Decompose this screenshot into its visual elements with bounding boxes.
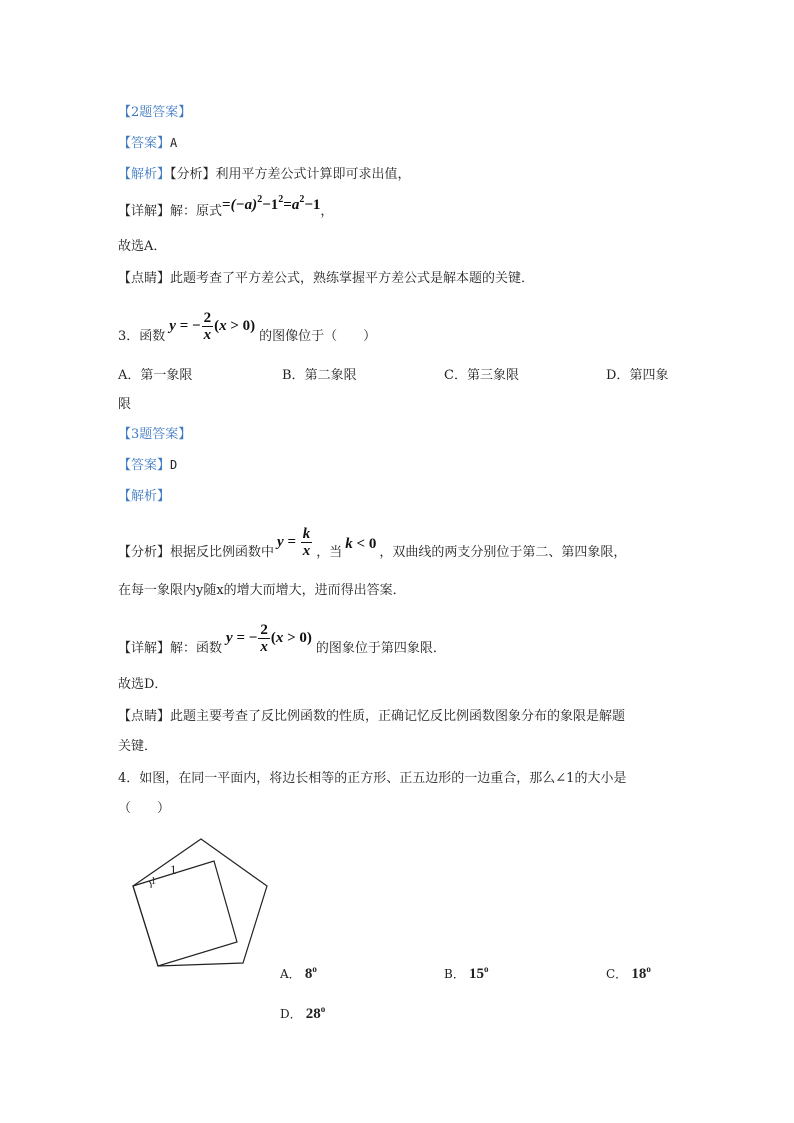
- q4-option-d[interactable]: [280, 1004, 325, 1023]
- comment-tag: 【点睛】: [118, 271, 171, 286]
- question-number: 3．: [118, 329, 140, 344]
- angle-label-small: 1: [151, 876, 156, 887]
- square-pentagon-figure: [125, 834, 285, 974]
- option-value: 8$^o$: [304, 964, 317, 982]
- option-value: 18$^o$: [631, 964, 651, 982]
- angle-label: 1: [170, 862, 177, 877]
- comment-tag: 【点睛】: [118, 709, 171, 724]
- q3-option-c[interactable]: [444, 364, 519, 383]
- q4-option-b[interactable]: [444, 964, 488, 983]
- analysis-text: ，双曲线的两支分别位于第二、第四象限，: [379, 545, 627, 560]
- option-text: 第一象限: [140, 368, 193, 383]
- detail-prefix: 解：函数: [170, 641, 223, 656]
- q3-inverse-formula: y = $\frac{k}{x}$: [277, 526, 311, 560]
- q3-option-d-wrap: 限: [118, 397, 132, 412]
- option-letter: D．: [606, 368, 630, 383]
- detail-prefix: 解：原式: [170, 204, 223, 219]
- option-text: 第三象限: [466, 368, 519, 383]
- answer-tag: 【答案】: [118, 136, 171, 151]
- option-value: 28$^o$: [305, 1004, 326, 1022]
- q3-choose: 故选D．: [118, 677, 168, 692]
- q3-analysis-tag: 【解析】: [118, 489, 171, 504]
- option-value: 15$^o$: [468, 964, 489, 982]
- option-letter: A．: [118, 368, 141, 383]
- option-letter: C．: [606, 967, 628, 981]
- q3-option-b[interactable]: [282, 364, 357, 383]
- question-number: 4．: [118, 771, 140, 786]
- q2-detail-line: [118, 194, 334, 222]
- q2-choose: 故选A．: [118, 239, 167, 254]
- stem-suffix: 的图像位于（ ）: [259, 329, 377, 344]
- analysis-subtag: 【分析】: [118, 545, 171, 560]
- detail-tag: 【详解】: [118, 204, 171, 219]
- comment-text: 此题主要考查了反比例函数的性质，正确记忆反比例函数图象分布的象限是解题: [170, 709, 626, 724]
- q2-answer-header: 【2题答案】: [118, 105, 192, 120]
- option-text: 第二象限: [304, 368, 357, 383]
- analysis-text: ，当: [316, 545, 343, 560]
- q3-answer-line: [118, 456, 177, 475]
- answer-value: A: [170, 136, 178, 150]
- q3-condition-formula: k < 0: [345, 536, 377, 552]
- q3-answer-header: 【3题答案】: [118, 427, 192, 442]
- q3-function-formula: y = − $\frac{2}{x}$ (x > 0): [169, 310, 256, 344]
- q3-detail-line: [118, 622, 446, 669]
- q3-comment-line2: 关键．: [118, 739, 158, 754]
- option-letter: B．: [444, 967, 465, 981]
- q4-stem-line1: [118, 770, 626, 788]
- q3-stem: [118, 310, 377, 357]
- q4-option-a[interactable]: [280, 964, 317, 983]
- option-letter: C．: [444, 368, 467, 383]
- comment-text: 此题考查了平方差公式，熟练掌握平方差公式是解本题的关键．: [170, 271, 535, 286]
- q2-analysis-line: [118, 166, 411, 184]
- q2-answer-line: [118, 134, 177, 153]
- q4-option-c[interactable]: [606, 964, 651, 983]
- detail-suffix: ，: [320, 204, 334, 219]
- q3-option-d[interactable]: [606, 364, 668, 383]
- analysis-subtag: 【分析】: [170, 167, 216, 182]
- q4-stem-line2: （ ）: [118, 801, 171, 816]
- option-text: 第四象: [629, 368, 669, 383]
- pentagon-shape: [133, 839, 267, 966]
- q2-comment-line: [118, 270, 534, 288]
- answer-tag: 【答案】: [118, 458, 171, 473]
- analysis-tag: 【解析】: [118, 167, 171, 182]
- detail-suffix: 的图象位于第四象限．: [315, 641, 446, 656]
- analysis-text: 根据反比例函数中: [170, 545, 275, 560]
- q3-analysis-line1: [118, 526, 627, 573]
- q3-analysis-line2: 在每一象限内y随x的增大而增大，进而得出答案．: [118, 583, 406, 598]
- stem-prefix: 函数: [139, 329, 166, 344]
- analysis-text: 利用平方差公式计算即可求出值，: [215, 167, 411, 182]
- square-shape: [133, 861, 237, 966]
- stem-text: 如图，在同一平面内，将边长相等的正方形、正五边形的一边重合，那么∠1的大小是: [139, 771, 627, 786]
- q3-detail-formula: y = − $\frac{2}{x}$ (x > 0): [226, 622, 312, 656]
- option-letter: B．: [282, 368, 305, 383]
- option-letter: D．: [280, 1007, 302, 1021]
- q3-comment-line1: [118, 708, 625, 726]
- q3-option-a[interactable]: [118, 364, 192, 383]
- q2-formula: $=(-a)^2-1^2=a^2-1$: [222, 194, 321, 213]
- option-letter: A．: [280, 967, 301, 981]
- detail-tag: 【详解】: [118, 641, 171, 656]
- answer-value: D: [170, 458, 178, 472]
